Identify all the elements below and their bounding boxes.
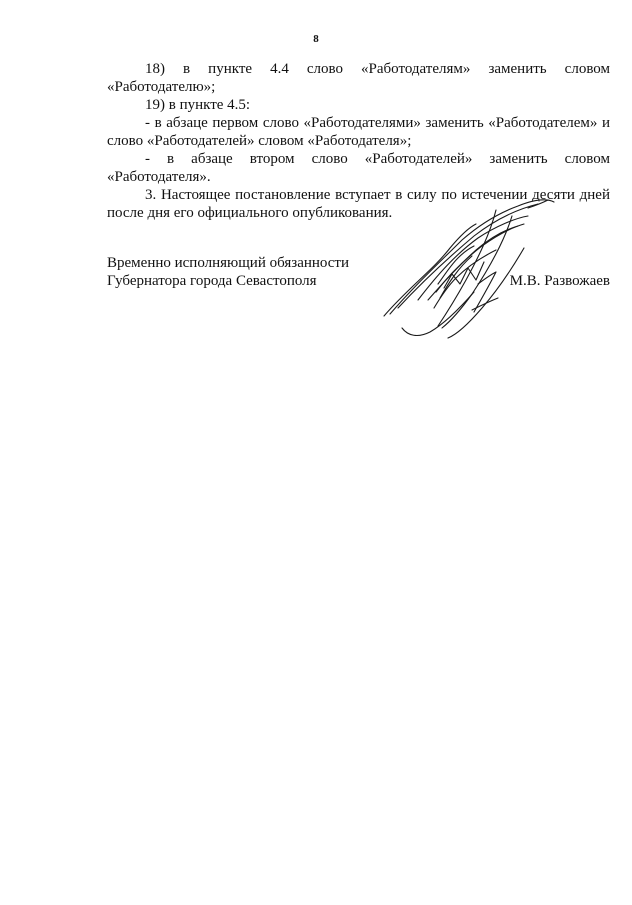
handwritten-signature [378,188,568,348]
signer-name: М.В. Развожаев [509,273,610,289]
signer-position-line1: Временно исполняющий обязанности [107,255,350,271]
paragraph-subitem-first: - в абзаце первом слово «Работодателями» заменить «Работодателем» и слово «Работодателей» словом «Работодателя»; [107,115,610,149]
paragraph-item-19: 19) в пункте 4.5: [145,97,251,113]
page-number: 8 [313,33,319,45]
paragraph-subitem-second: - в абзаце втором слово «Работодателей» заменить словом «Работодателя». [107,151,610,185]
paragraph-effective-date: 3. Настоящее постановление вступает в силу по истечении десяти дней после дня его официального опубликования. [107,187,610,221]
paragraph-item-18: 18) в пункте 4.4 слово «Работодателям» заменить словом «Работодателю»; [107,61,610,95]
signer-position-line2: Губернатора города Севастополя [107,273,317,289]
